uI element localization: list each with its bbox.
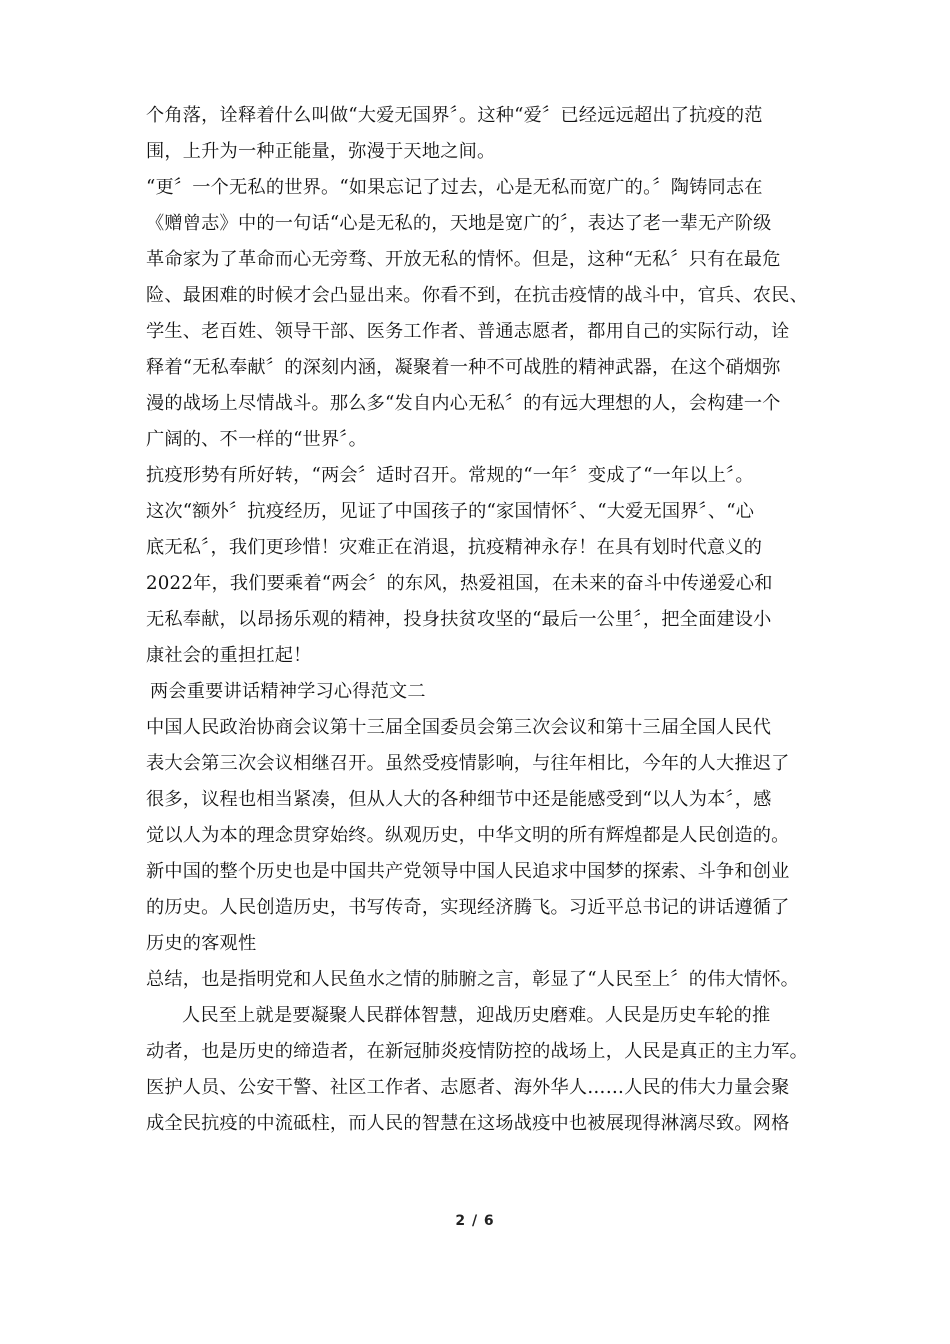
text-line: 历史的客观性	[146, 933, 257, 954]
text-line: 漫的战场上尽情战斗。那么多“发自内心无私〞的有远大理想的人，会构建一个	[146, 393, 781, 414]
text-line: 很多，议程也相当紧凑，但从人大的各种细节中还是能感受到“以人为本〞，感	[146, 789, 772, 810]
text-line: 医护人员、公安干警、社区工作者、志愿者、海外华人……人民的伟大力量会聚	[146, 1077, 790, 1098]
text-line: 康社会的重担扛起！	[146, 645, 312, 666]
text-line: 这次“额外〞抗疫经历，见证了中国孩子的“家国情怀〞、“大爱无国界〞、“心	[146, 501, 755, 522]
text-line: 新中国的整个历史也是中国共产党领导中国人民追求中国梦的探索、斗争和创业	[146, 861, 790, 882]
document-body	[146, 98, 818, 1142]
text-line: 抗疫形势有所好转，“两会〞适时召开。常规的“一年〞变成了“一年以上〞。	[146, 465, 754, 486]
text-line: 革命家为了革命而心无旁骛、开放无私的情怀。但是，这种“无私〞只有在最危	[146, 249, 781, 270]
text-line: 学生、老百姓、领导干部、医务工作者、普通志愿者，都用自己的实际行动，诠	[146, 321, 790, 342]
text-line: 表大会第三次会议相继召开。虽然受疫情影响，与往年相比，今年的人大推迟了	[146, 753, 790, 774]
text-line: 无私奉献，以昂扬乐观的精神，投身扶贫攻坚的“最后一公里〞，把全面建设小	[146, 609, 772, 630]
text-line: “更〞一个无私的世界。“如果忘记了过去，心是无私而宽广的。〞陶铸同志在	[146, 177, 763, 198]
text-line: 个角落，诠释着什么叫做“大爱无国界〞。这种“爱〞已经远远超出了抗疫的范	[146, 105, 763, 126]
page-number: 2 / 6	[455, 1213, 495, 1229]
text-line: 险、最困难的时候才会凸显出来。你看不到，在抗击疫情的战斗中，官兵、农民、	[146, 285, 808, 306]
text-line: 底无私〞，我们更珍惜！灾难正在消退，抗疫精神永存！在具有划时代意义的	[146, 537, 763, 558]
section-heading: 两会重要讲话精神学习心得范文二	[150, 681, 426, 702]
text-line: 成全民抗疫的中流砥柱，而人民的智慧在这场战疫中也被展现得淋漓尽致。网格	[146, 1113, 790, 1134]
text-line: 中国人民政治协商会议第十三届全国委员会第三次会议和第十三届全国人民代	[146, 717, 772, 738]
text-line: 动者，也是历史的缔造者，在新冠肺炎疫情防控的战场上，人民是真正的主力军。	[146, 1041, 808, 1062]
text-line: 《赠曾志》中的一句话“心是无私的，天地是宽广的〞，表达了老一辈无产阶级	[146, 213, 772, 234]
text-line: 觉以人为本的理念贯穿始终。纵观历史，中华文明的所有辉煌都是人民创造的。	[146, 825, 790, 846]
text-line: 人民至上就是要凝聚人民群体智慧，迎战历史磨难。人民是历史车轮的推	[182, 1005, 771, 1026]
text-line: 围，上升为一种正能量，弥漫于天地之间。	[146, 141, 496, 162]
text-line: 广阔的、不一样的“世界〞。	[146, 429, 368, 450]
text-line: 2022年，我们要乘着“两会〞的东风，热爱祖国，在未来的奋斗中传递爱心和	[146, 573, 773, 594]
text-line: 的历史。人民创造历史，书写传奇，实现经济腾飞。习近平总书记的讲话遵循了	[146, 897, 790, 918]
text-line: 总结，也是指明党和人民鱼水之情的肺腑之言，彰显了“人民至上〞的伟大情怀。	[146, 969, 800, 990]
text-line: 释着“无私奉献〞的深刻内涵，凝聚着一种不可战胜的精神武器，在这个硝烟弥	[146, 357, 781, 378]
